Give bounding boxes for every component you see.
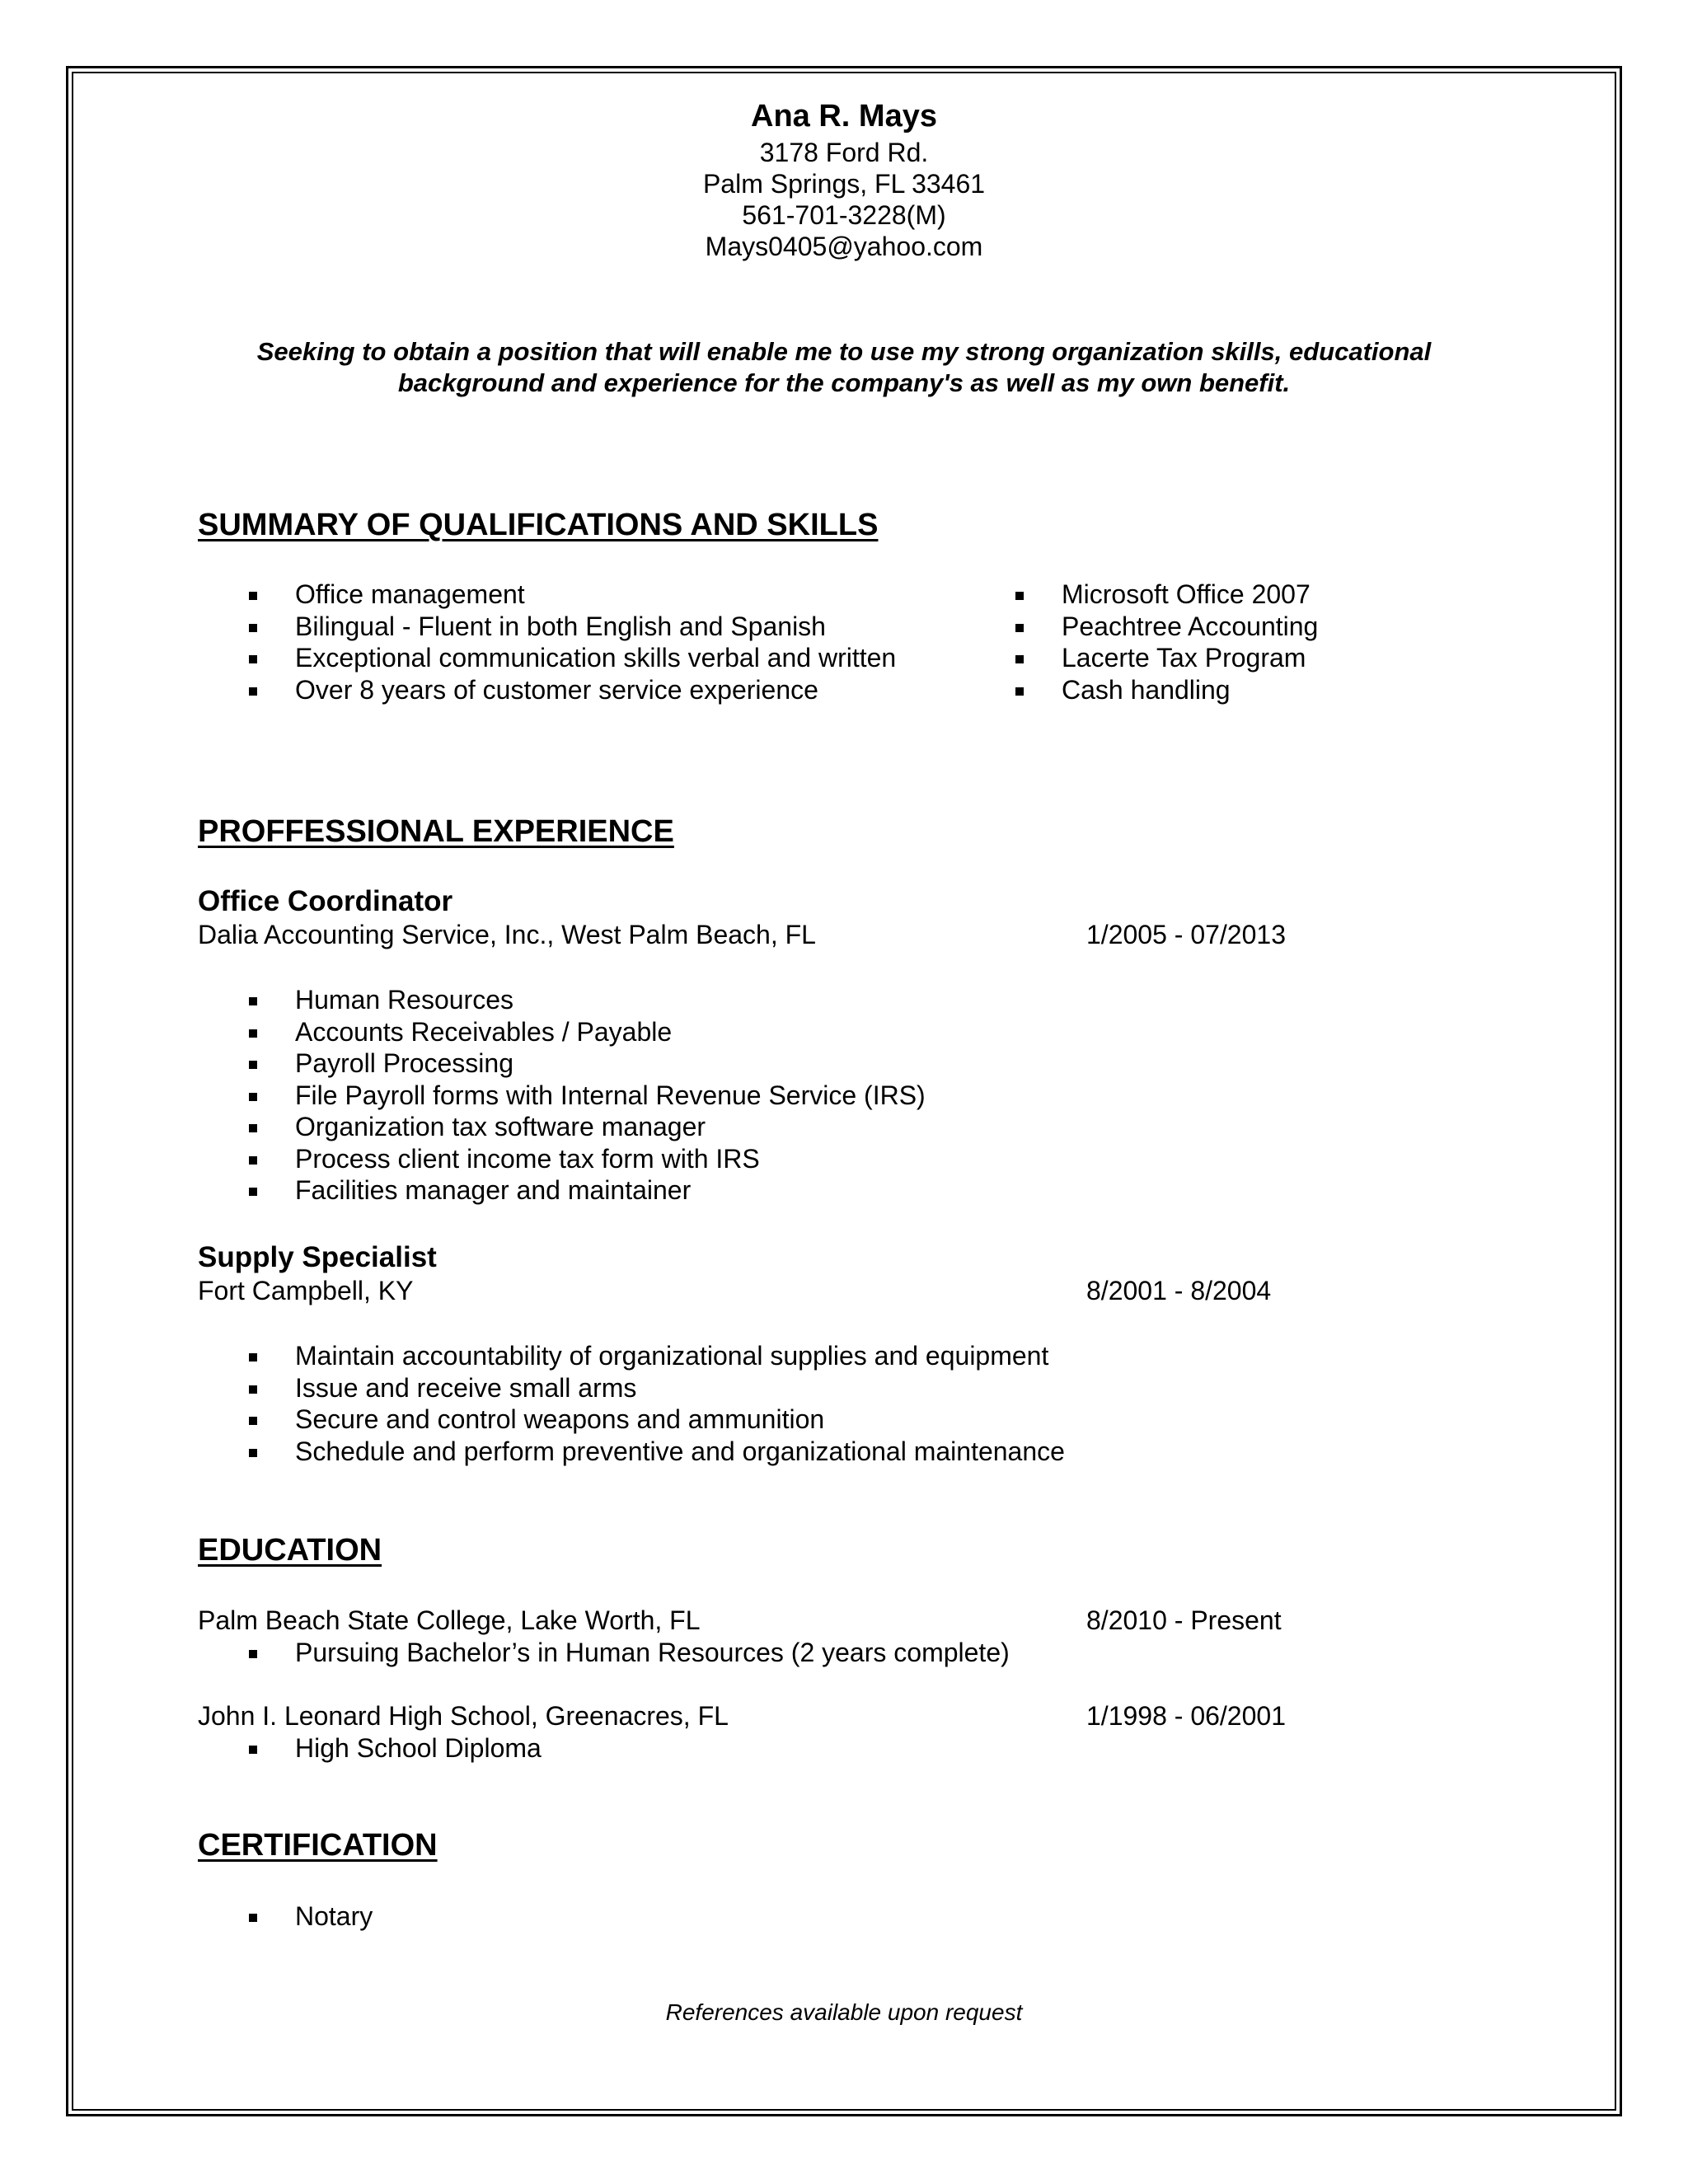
list-item: Peachtree Accounting xyxy=(1015,611,1318,643)
bullet-icon xyxy=(249,655,257,663)
objective-line-1: Seeking to obtain a position that will enable me to use my strong organization skills, educational xyxy=(256,337,1432,366)
list-item: File Payroll forms with Internal Revenue Service (IRS) xyxy=(198,1080,926,1112)
list-item: Maintain accountability of organizational supplies and equipment xyxy=(198,1340,1065,1372)
job-employer: Dalia Accounting Service, Inc., West Palm Beach, FL xyxy=(198,920,816,949)
bullet-icon xyxy=(249,1124,257,1132)
list-item: Secure and control weapons and ammunition xyxy=(198,1404,1065,1436)
job-dates: 8/2001 - 8/2004 xyxy=(1086,1276,1272,1305)
list-item: Office management xyxy=(198,579,896,611)
list-item: Pursuing Bachelor’s in Human Resources (2 years complete) xyxy=(198,1637,1010,1669)
address-line-2: Palm Springs, FL 33461 xyxy=(702,169,986,199)
certification-heading: CERTIFICATION xyxy=(198,1828,438,1863)
list-item: Issue and receive small arms xyxy=(198,1372,1065,1404)
list-item: Lacerte Tax Program xyxy=(1015,642,1318,674)
bullet-icon xyxy=(1015,624,1024,632)
school-detail-list xyxy=(198,1637,1010,1669)
list-item: Facilities manager and maintainer xyxy=(198,1174,926,1207)
bullet-icon xyxy=(249,1029,257,1038)
list-item: Microsoft Office 2007 xyxy=(1015,579,1318,611)
bullet-icon xyxy=(1015,687,1024,696)
bullet-icon xyxy=(249,1449,257,1457)
job-employer: Fort Campbell, KY xyxy=(198,1276,414,1305)
job-title: Supply Specialist xyxy=(198,1241,437,1273)
experience-heading: PROFFESSIONAL EXPERIENCE xyxy=(198,814,674,849)
list-item: Notary xyxy=(198,1900,373,1933)
list-item: Bilingual - Fluent in both English and Spanish xyxy=(198,611,896,643)
bullet-icon xyxy=(249,687,257,696)
bullet-icon xyxy=(249,592,257,600)
bullet-icon xyxy=(249,1914,257,1922)
certification-list xyxy=(198,1900,373,1933)
bullet-icon xyxy=(249,1746,257,1754)
bullet-icon xyxy=(1015,592,1024,600)
list-item: Cash handling xyxy=(1015,674,1318,706)
bullet-icon xyxy=(249,1385,257,1394)
list-item: Over 8 years of customer service experience xyxy=(198,674,896,706)
list-item: Organization tax software manager xyxy=(198,1111,926,1143)
references-note: References available upon request xyxy=(665,1999,1023,2025)
education-heading: EDUCATION xyxy=(198,1533,382,1568)
job-title: Office Coordinator xyxy=(198,885,453,917)
list-item: Accounts Receivables / Payable xyxy=(198,1016,926,1048)
bullet-icon xyxy=(249,1188,257,1196)
school-dates: 8/2010 - Present xyxy=(1086,1605,1282,1635)
bullet-icon xyxy=(249,1417,257,1425)
bullet-icon xyxy=(1015,655,1024,663)
address-line-1: 3178 Ford Rd. xyxy=(759,138,929,167)
bullet-icon xyxy=(249,1650,257,1658)
school-dates: 1/1998 - 06/2001 xyxy=(1086,1701,1286,1731)
list-item: Payroll Processing xyxy=(198,1047,926,1080)
email-address: Mays0405@yahoo.com xyxy=(705,232,983,261)
school-name: Palm Beach State College, Lake Worth, FL xyxy=(198,1605,701,1635)
school-detail-list xyxy=(198,1732,542,1765)
objective-line-2: background and experience for the company's as well as my own benefit. xyxy=(397,368,1291,397)
job-dates: 1/2005 - 07/2013 xyxy=(1086,920,1286,949)
qualifications-list-left xyxy=(198,579,896,705)
bullet-icon xyxy=(249,1061,257,1069)
list-item: Human Resources xyxy=(198,984,926,1016)
list-item: Exceptional communication skills verbal and written xyxy=(198,642,896,674)
candidate-name: Ana R. Mays xyxy=(751,99,937,134)
bullet-icon xyxy=(249,1093,257,1101)
bullet-icon xyxy=(249,1353,257,1361)
list-item: Schedule and perform preventive and organizational maintenance xyxy=(198,1436,1065,1468)
school-name: John I. Leonard High School, Greenacres, FL xyxy=(198,1701,729,1731)
list-item: High School Diploma xyxy=(198,1732,542,1765)
phone-number: 561-701-3228(M) xyxy=(742,200,946,230)
bullet-icon xyxy=(249,624,257,632)
bullet-icon xyxy=(249,997,257,1005)
job-duties-list xyxy=(198,1340,1065,1467)
qualifications-list-right xyxy=(1015,579,1318,705)
bullet-icon xyxy=(249,1156,257,1165)
qualifications-heading: SUMMARY OF QUALIFICATIONS AND SKILLS xyxy=(198,508,879,542)
list-item: Process client income tax form with IRS xyxy=(198,1143,926,1175)
job-duties-list xyxy=(198,984,926,1207)
